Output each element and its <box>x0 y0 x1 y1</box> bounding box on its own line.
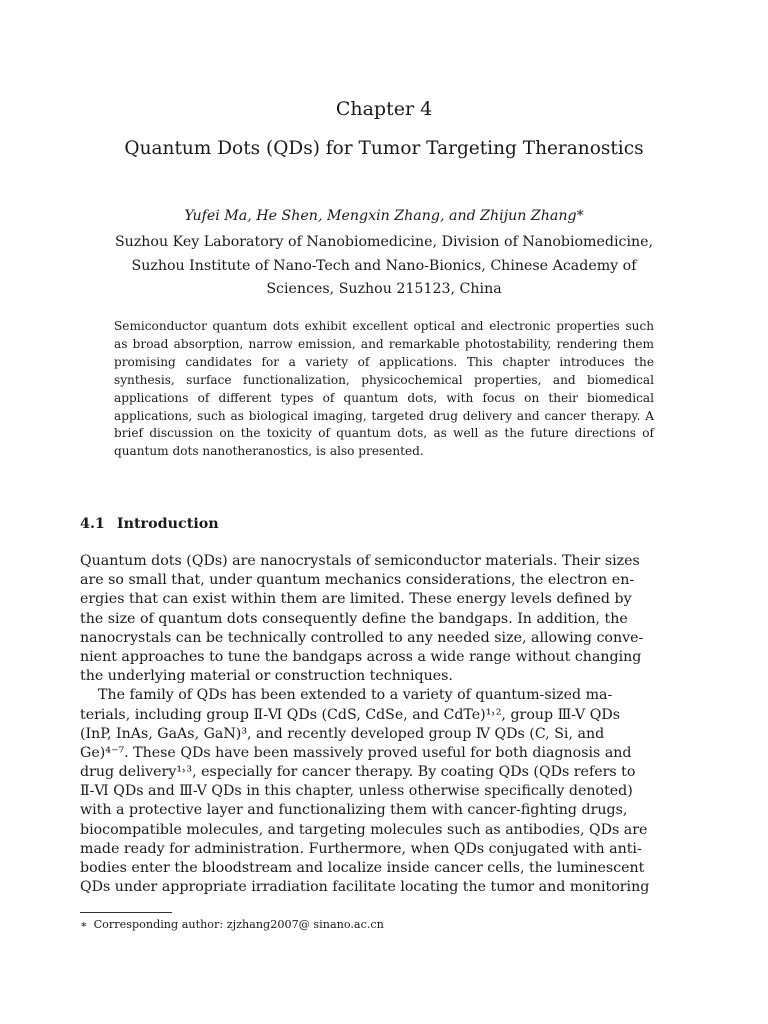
body-line: ergies that can exist within them are limited. These energy levels defined by <box>80 591 632 608</box>
body-line: (InP, InAs, GaAs, GaN)³, and recently developed group Ⅳ QDs (C, Si, and <box>80 725 605 742</box>
author-list: Yufei Ma, He Shen, Mengxin Zhang, and Zhijun Zhang* <box>184 208 584 224</box>
body-line: terials, including group Ⅱ-Ⅵ QDs (CdS, CdSe, and CdTe)¹˒², group Ⅲ-V QDs <box>80 706 621 723</box>
abstract: Semiconductor quantum dots exhibit excellent optical and electronic properties such as broad absorption, narrow emission, and remarkable photostability, rendering them promising candidates for a variety of applications. This chapter introduces the synthesis, surface functionalization, physicochemical properties, and biomedical applications of different types of quantum dots, with focus on their biomedical applications, such as biological imaging, targeted drug delivery and cancer therapy. A brief discussion on the toxicity of quantum dots, as well as the future directions of quantum dots nanotheranostics, is also presented. <box>114 319 654 459</box>
footnote-text: Corresponding author: zjzhang2007@ sinano.ac.cn <box>93 918 384 931</box>
body-line: are so small that, under quantum mechanics considerations, the electron en- <box>80 572 635 589</box>
body-line: QDs under appropriate irradiation facilitate locating the tumor and monitoring <box>80 879 650 896</box>
introduction-body <box>80 552 687 897</box>
affiliation-line-2: Suzhou Institute of Nano-Tech and Nano-Bionics, Chinese Academy of <box>131 258 637 274</box>
body-line: with a protective layer and functionalizing them with cancer-fighting drugs, <box>80 802 628 819</box>
chapter-title: Quantum Dots (QDs) for Tumor Targeting Theranostics <box>124 138 644 159</box>
section-title: Introduction <box>116 516 219 532</box>
affiliation-line-1: Suzhou Key Laboratory of Nanobiomedicine, Division of Nanobiomedicine, <box>114 234 654 250</box>
affiliation-line-3: Sciences, Suzhou 215123, China <box>266 281 502 297</box>
body-line: The family of QDs has been extended to a variety of quantum-sized ma- <box>98 687 613 704</box>
body-line: Ge)⁴⁻⁷. These QDs have been massively proved useful for both diagnosis and <box>80 744 632 761</box>
body-line: Quantum dots (QDs) are nanocrystals of semiconductor materials. Their sizes <box>80 553 640 569</box>
footnote-rule <box>80 912 172 913</box>
body-line: nient approaches to tune the bandgaps across a wide range without changing <box>80 648 642 665</box>
body-line: bodies enter the bloodstream and localize inside cancer cells, the luminescent <box>80 860 645 876</box>
chapter-label: Chapter 4 <box>335 98 433 120</box>
section-heading <box>80 516 219 532</box>
footnote-mark: ∗ <box>80 918 88 931</box>
body-line: nanocrystals can be technically controlled to any needed size, allowing conve- <box>80 629 644 646</box>
body-line: the size of quantum dots consequently define the bandgaps. In addition, the <box>80 610 628 627</box>
footnote <box>80 918 384 931</box>
body-line: made ready for administration. Furthermore, when QDs conjugated with anti- <box>80 840 642 857</box>
body-line: biocompatible molecules, and targeting molecules such as antibodies, QDs are <box>80 821 648 838</box>
section-number: 4.1 <box>80 516 105 532</box>
body-line: the underlying material or construction techniques. <box>80 668 453 685</box>
body-line: drug delivery¹˒³, especially for cancer therapy. By coating QDs (QDs refers to <box>80 764 636 781</box>
body-line: Ⅱ-Ⅵ QDs and Ⅲ-V QDs in this chapter, unless otherwise specifically denoted) <box>80 783 633 800</box>
